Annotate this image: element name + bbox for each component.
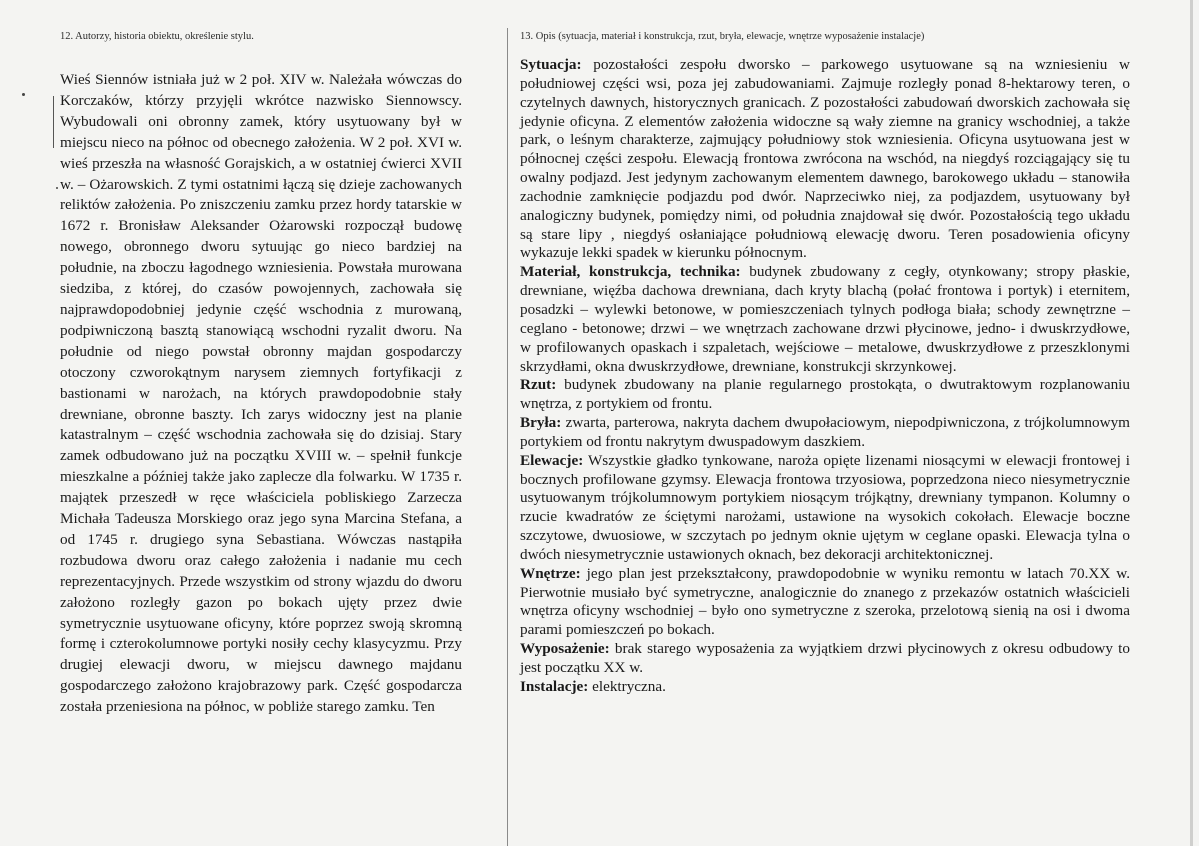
section-label: Materiał, konstrukcja, technika: [520, 263, 741, 281]
section-mass [520, 414, 1130, 452]
section-situation [520, 56, 1130, 263]
right-column [520, 0, 1130, 846]
section-13-header: 13. Opis (sytuacja, materiał i konstrukcja, rzut, bryła, elewacje, wnętrze wyposażenie instalacje) [520, 31, 925, 42]
section-label: Instalacje: [520, 677, 589, 695]
history-paragraph: Wieś Siennów istniała już w 2 poł. XIV w. Należała wówczas do Korczaków, którzy przyjęli wkrótce nazwisko Siennowscy. Wybudowali oni obronny zamek, który usytuowany był w miejscu nieco na północ od obecnego założenia. W 2 poł. XVI w. wieś przeszła na własność Gorajskich, a w ostatniej ćwierci XVII w. – Ożarowskich. Z tymi ostatnimi łączą się dzieje zachowanych reliktów założenia. Po zniszczeniu zamku przez hordy tatarskie w 1672 r. Bronisław Aleksander Ożarowski rozpoczął budowę nowego, obronnego dworu sytuując go nieco bardziej na południe, na zboczu łagodnego wzniesienia. Powstała murowana siedziba, z której, do czasów powojennych, zachowała się najprawdopodobniej jedynie część wschodnia z murowaną, podpiwniczoną basztą stanowiącą wschodni ryzalit dworu. Na południe od niego powstał obronny majdan gospodarczy otoczony czworokątnym narysem ziemnych fortyfikacji z bastionami w narożach, na których prawdopodobnie stały drewniane, obronne baszty. Ich zarys widoczny jest na planie katastralnym – część wschodnia zachowała się do dzisiaj. Stary zamek odbudowano już na początku XVIII w. – spełnił funkcje mieszkalne a później także jako zaplecze dla folwarku. W 1735 r. majątek przeszedł w ręce właściciela pobliskiego Zarzecza Michała Tadeusza Morskiego oraz jego syna Marcina Stefana, a od 1745 r. drugiego syna Sebastiana. Wówczas nastąpiła rozbudowa dworu oraz całego założenia i nadanie mu cech reprezentacyjnych. Przede wszystkim od strony wjazdu do dworu założono rozległy gazon po bokach ujęty przez dwie symetrycznie usytuowane oficyny, które poprzez swoją skromną formę i czterokolumnowe portyki nosiły cechy klasycyzmu. Przy drugiej elewacji dworu, w miejscu dawnego majdanu gospodarczego założono krajobrazowy park. Część gospodarcza została przeniesiona na północ, w pobliże starego zamku. Ten [60, 71, 462, 716]
section-label: Sytuacja: [520, 56, 582, 73]
history-text-block [60, 70, 462, 718]
section-interior [520, 565, 1130, 640]
section-text: elektryczna. [588, 677, 666, 695]
section-text: zwarta, parterowa, nakryta dachem dwupołaciowym, niepodpiwniczona, z trójkolumnowym portykiem od frontu nakrytym dwuspadowym daszkiem. [520, 414, 1130, 450]
section-furnishings [520, 640, 1130, 678]
margin-pencil-mark [53, 96, 54, 148]
section-text: pozostałości zespołu dworsko – parkowego usytuowane są na wzniesieniu w południowej części wsi, poza jej zabudowaniami. Zajmuje rozległy ponad 8-hektarowy teren, o czytelnych dawnych, historycznych granicach. Z pozostałości zabudowań dworskich zachowała się jedynie oficyna. Z elementów założenia widoczne są wały ziemne na granicy wschodniej, a także park, o leśnym charakterze, zajmujący południowy stok wzniesienia. Oficyna usytuowana jest w północnej części zespołu. Elewacją frontowa zwrócona na wschód, na niegdyś rozciągający się tu owalny podjazd. Jest jedynym zachowanym elementem dawnego, barokowego układu – stanowiła zachodnie zamknięcie podjazdu pod dwór. Naprzeciwko niej, za podjazdem, usytuowany był analogiczny budynek, pomiędzy nimi, od południa znajdował się dwór. Pozostałością tego układu są stare lipy , niegdyś osłaniające południową elewację dworu. Teren posadowienia oficyny wykazuje lekki spadek w kierunku północnym. [520, 56, 1130, 262]
column-divider [507, 28, 508, 846]
section-label: Wyposażenie: [520, 640, 610, 658]
section-label: Wnętrze: [520, 564, 581, 582]
left-column [60, 0, 462, 846]
section-plan [520, 376, 1130, 414]
section-text: Wszystkie gładko tynkowane, naroża opięte lizenami niosącymi w elewacji frontowej i bocznych profilowane gzymsy. Elewacja frontowa trzyosiowa, poprzedzona nieco niesymetrycznie usytuowanym trójkolumnowym portykiem niosącym trójkątny, drewniany tympanon. Kolumny o rzucie kwadratów ze ściętymi narożami, ustawione na wysokich cokołach. Elewacje boczne szczytowe, dwuosiowe, w szczytach po jednym oknie ujętym w ceglane opaski. Elewacja tylna o dwóch niesymetrycznie ustawionych oknach, bez dekoracji architektonicznej. [520, 451, 1130, 563]
section-text: budynek zbudowany na planie regularnego prostokąta, o dwutraktowym rozplanowaniu wnętrza, z portykiem od frontu. [520, 376, 1130, 413]
section-label: Elewacje: [520, 451, 584, 469]
scan-speck [56, 187, 58, 189]
section-label: Rzut: [520, 376, 557, 394]
section-material [520, 263, 1130, 376]
section-text: jego plan jest przekształcony, prawdopodobnie w wyniku remontu w latach 70.XX w. Pierwotnie musiało być symetryczne, analogicznie do znanego z przekazów ostatnich właścicieli wnętrza oficyny wschodniej – było ono symetryczne z szeroka, przelotową sienią na osi i dwoma parami pomieszczeń po bokach. [520, 564, 1130, 639]
scan-edge [1190, 0, 1193, 846]
section-label: Bryła: [520, 414, 562, 432]
section-12-header: 12. Autorzy, historia obiektu, określenie stylu. [60, 31, 254, 42]
section-text: brak starego wyposażenia za wyjątkiem drzwi płycinowych z okresu odbudowy to jest początku XX w. [520, 640, 1130, 676]
section-installations [520, 678, 1130, 697]
section-text: budynek zbudowany z cegły, otynkowany; stropy płaskie, drewniane, więźba dachowa drewniana, dach kryty blachą (połać frontowa i portyk) i eternitem, posadzki – wylewki betonowe, w pomieszczeniach tylnych podłoga biała; schody zewnętrzne – ceglano - betonowe; drzwi – we wnętrzach zachowane drzwi płycinowe, jedno- i dwuskrzydłowe, w profilowanych opaskach i szpaletach, wejściowe – metalowe, dwuskrzydłowe z przeszklonymi skrzydłami, okna dwuskrzydłowe, drewniane, konstrukcji skrzynkowej. [520, 263, 1130, 375]
description-text-block [520, 56, 1130, 697]
section-elevations [520, 452, 1130, 565]
scan-speck [22, 93, 25, 96]
